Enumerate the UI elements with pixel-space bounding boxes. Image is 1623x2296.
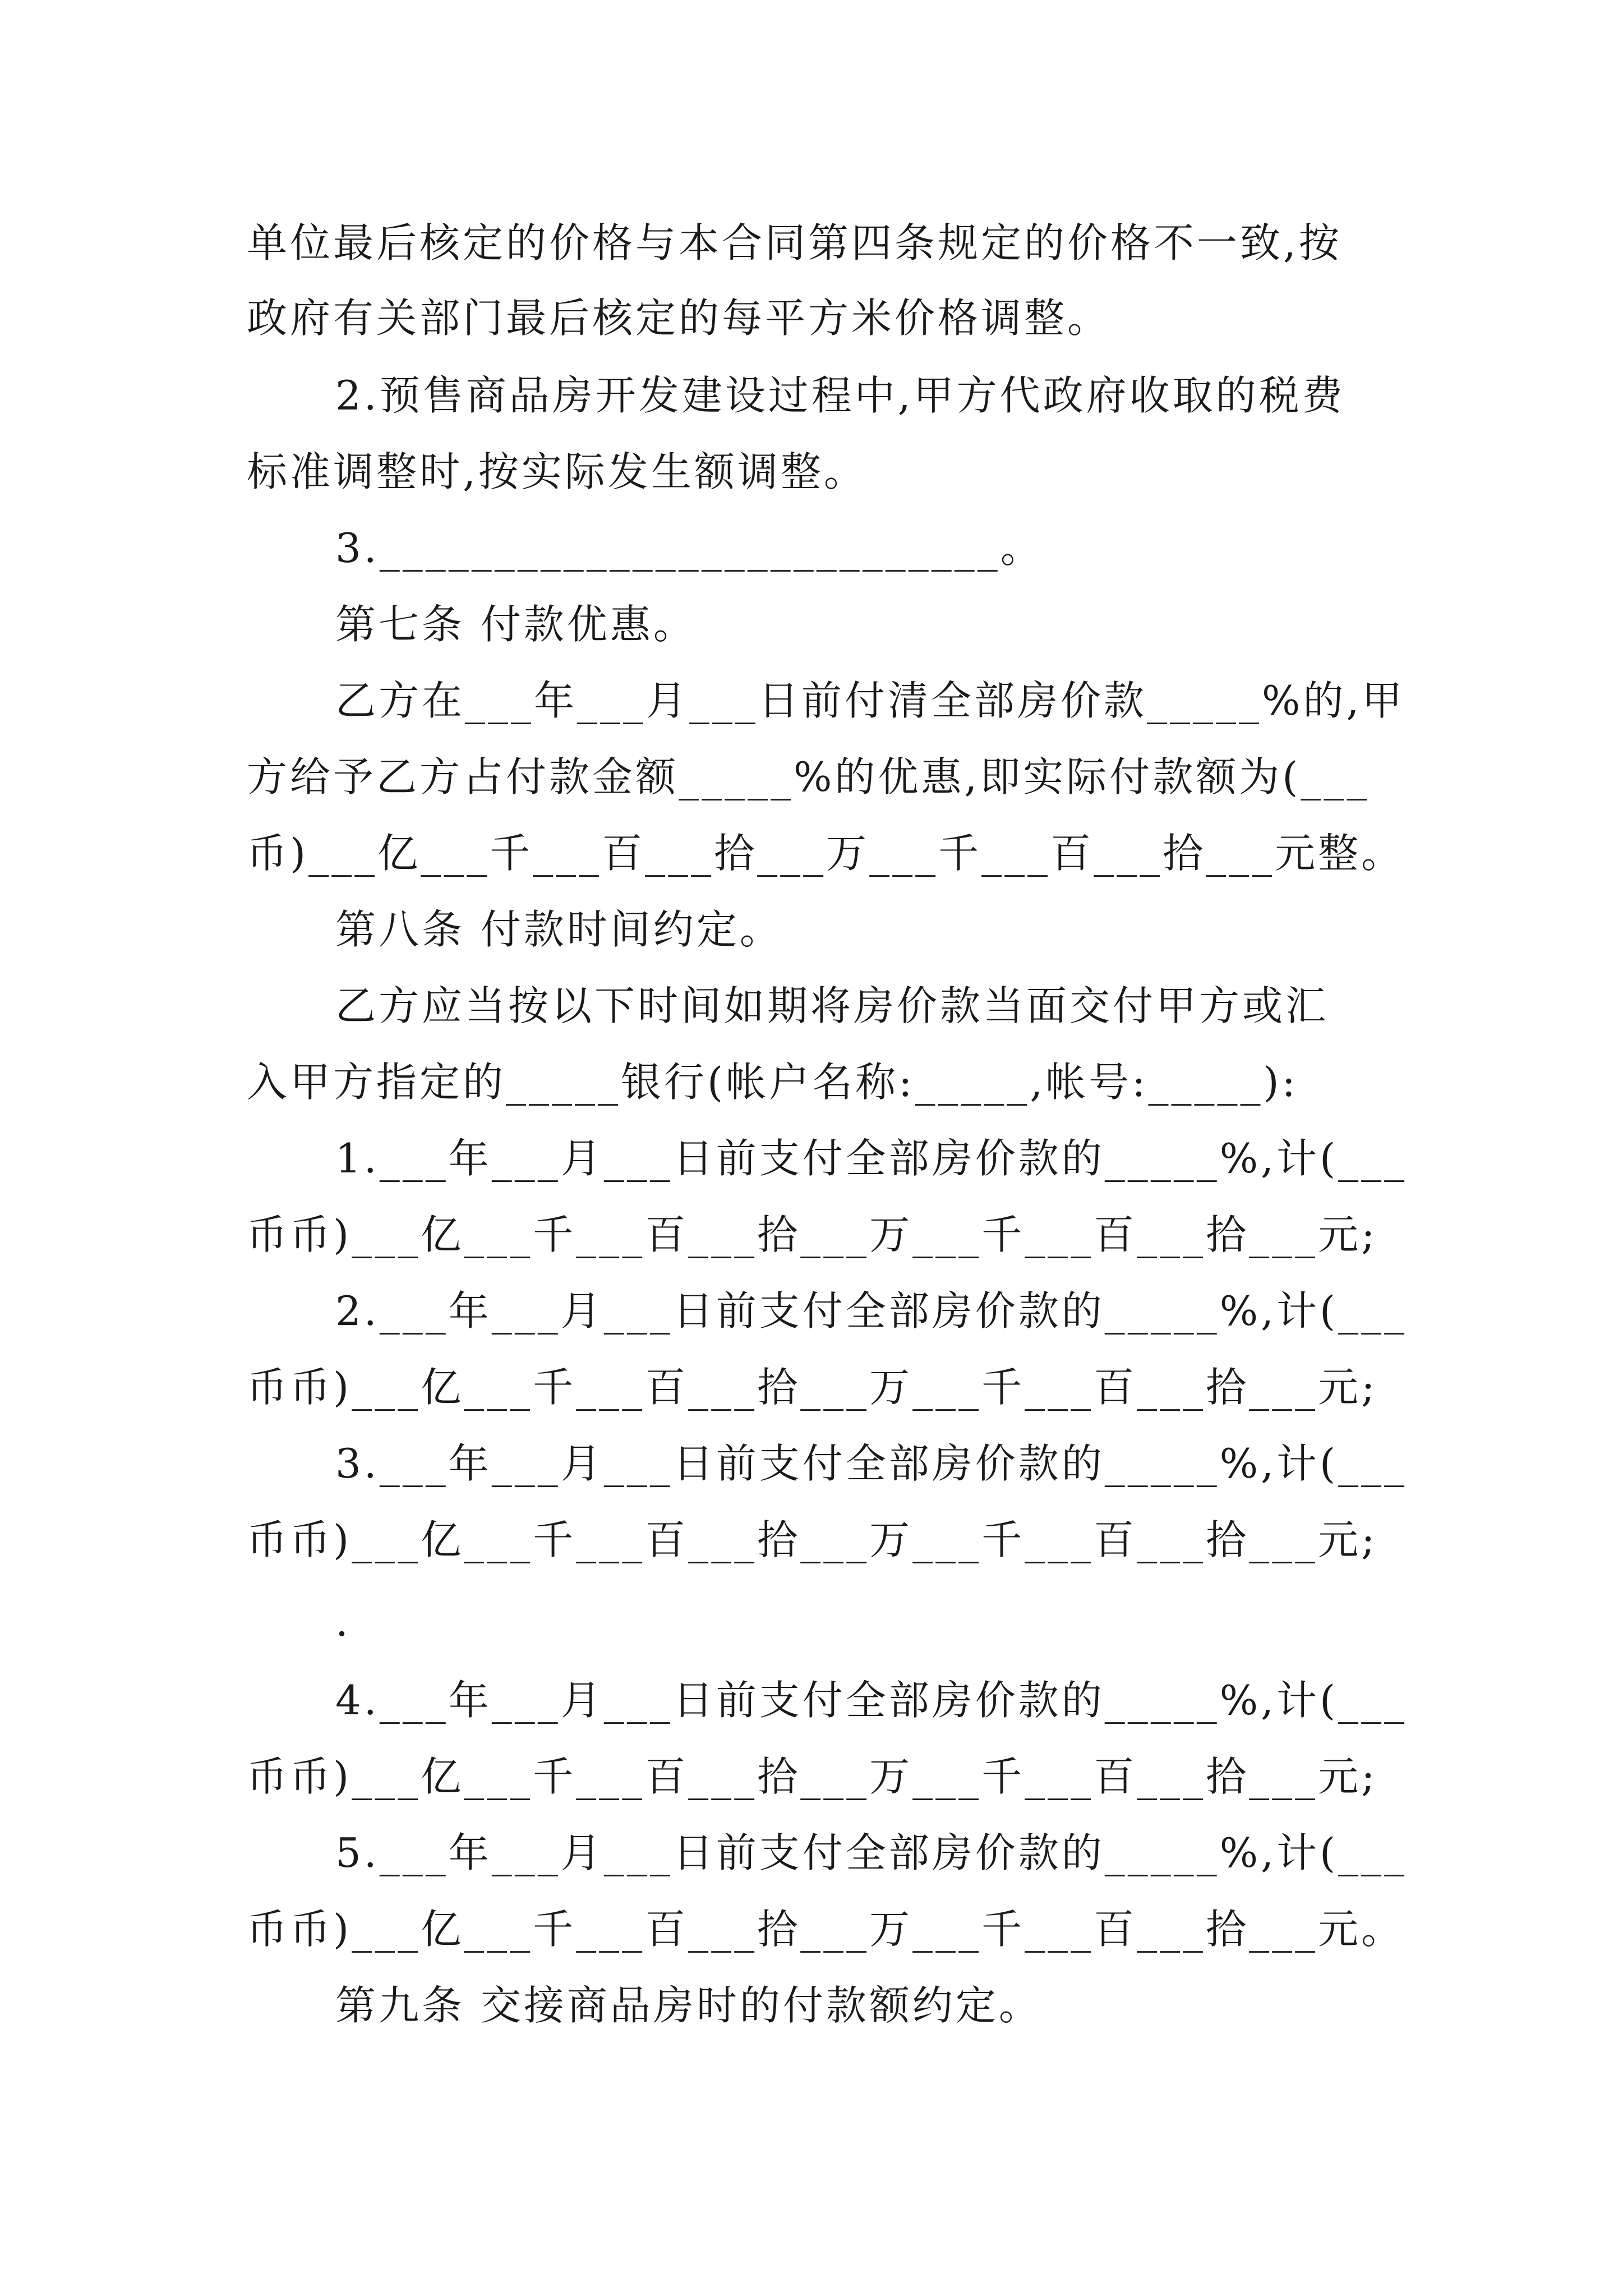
section-heading: 第九条 交接商品房时的付款额约定。 xyxy=(335,1982,1042,2029)
text-line: 币币)___亿___千___百___拾___万___千___百___拾___元; xyxy=(247,1211,1378,1258)
section-heading: 第八条 付款时间约定。 xyxy=(335,906,783,953)
text-line: 2.预售商品房开发建设过程中,甲方代政府收取的税费 xyxy=(335,372,1345,419)
text-line: 币)___亿___千___百___拾___万___千___百___拾___元整。 xyxy=(247,830,1405,877)
text-line: 乙方应当按以下时间如期将房价款当面交付甲方或汇 xyxy=(335,982,1329,1029)
text-line: 2.___年___月___日前支付全部房价款的_____%,计(___ xyxy=(335,1287,1408,1335)
section-heading: 第七条 付款优惠。 xyxy=(335,601,697,648)
text-line: 标准调整时,按实际发生额调整。 xyxy=(247,448,867,495)
text-line: 币币)___亿___千___百___拾___万___千___百___拾___元。 xyxy=(247,1906,1405,1953)
text-line: 3.___年___月___日前支付全部房价款的_____%,计(___ xyxy=(335,1440,1408,1487)
text-line: 政府有关部门最后核定的每平方米价格调整。 xyxy=(247,295,1111,342)
text-line: 1.___年___月___日前支付全部房价款的_____%,计(___ xyxy=(335,1135,1408,1182)
text-line: 乙方在___年___月___日前付清全部房价款_____%的,甲 xyxy=(335,677,1405,724)
text-line: 币币)___亿___千___百___拾___万___千___百___拾___元; xyxy=(247,1364,1378,1411)
text-line: 5.___年___月___日前支付全部房价款的_____%,计(___ xyxy=(335,1829,1408,1876)
text-line: 方给予乙方占付款金额_____%的优惠,即实际付款额为(___ xyxy=(247,753,1370,800)
text-line: 币币)___亿___千___百___拾___万___千___百___拾___元; xyxy=(247,1753,1378,1800)
text-line: 单位最后核定的价格与本合同第四条规定的价格不一致,按 xyxy=(247,219,1342,266)
text-line: 入甲方指定的_____银行(帐户名称:_____,帐号:_____): xyxy=(247,1059,1298,1106)
text-line: . xyxy=(335,1598,351,1645)
text-line: 3.___________________________。 xyxy=(335,524,1044,572)
text-line: 4.___年___月___日前支付全部房价款的_____%,计(___ xyxy=(335,1677,1408,1724)
text-line: 币币)___亿___千___百___拾___万___千___百___拾___元; xyxy=(247,1516,1378,1563)
